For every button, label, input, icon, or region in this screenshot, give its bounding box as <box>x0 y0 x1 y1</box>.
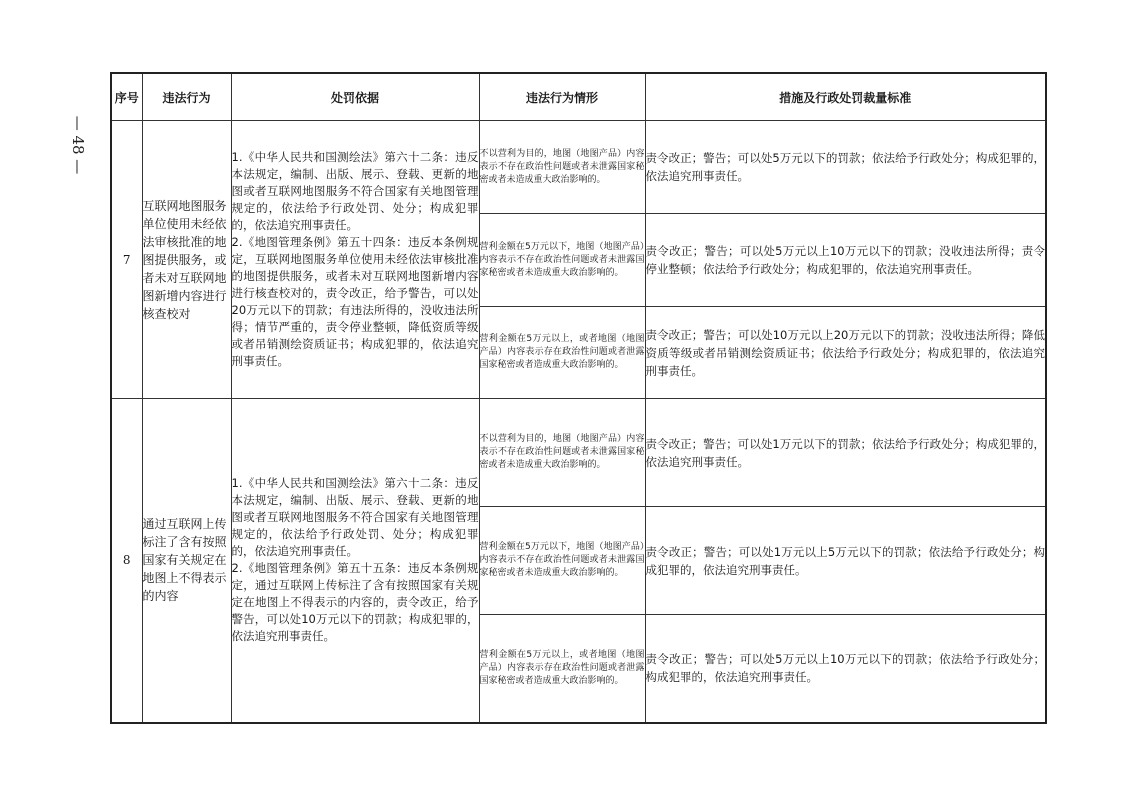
penalty-standards-table <box>110 72 1047 724</box>
measure-cell: 责令改正；警告；可以处5万元以上10万元以下的罚款；依法给予行政处分；构成犯罪的，依法追究刑事责任。 <box>645 615 1046 723</box>
header-measure: 措施及行政处罚裁量标准 <box>645 73 1046 121</box>
row-act: 互联网地图服务单位使用未经依法审核批准的地图提供服务，或者未对互联网地图新增内容进行核查校对 <box>142 121 231 399</box>
measure-cell: 责令改正；警告；可以处10万元以上20万元以下的罚款；没收违法所得；降低资质等级或者吊销测绘资质证书；依法给予行政处分；构成犯罪的，依法追究刑事责任。 <box>645 307 1046 399</box>
measure-cell: 责令改正；警告；可以处5万元以下的罚款；依法给予行政处分；构成犯罪的，依法追究刑事责任。 <box>645 121 1046 214</box>
measure-cell: 责令改正；警告；可以处5万元以上10万元以下的罚款；没收违法所得；责令停业整顿；依法给予行政处分；构成犯罪的，依法追究刑事责任。 <box>645 214 1046 307</box>
row-basis <box>231 121 479 399</box>
circumstance-cell: 不以营利为目的，地图（地图产品）内容表示不存在政治性问题或者未泄露国家秘密或者未造成重大政治影响的。 <box>479 121 645 214</box>
circumstance-cell: 营利金额在5万元以上，或者地图（地图产品）内容表示存在政治性问题或者泄露国家秘密或者造成重大政治影响的。 <box>479 615 645 723</box>
basis-item-1: 1.《中华人民共和国测绘法》第六十二条：违反本法规定，编制、出版、展示、登载、更新的地图或者互联网地图服务不符合国家有关地图管理规定的，依法给予行政处罚、处分；构成犯罪的，依法追究刑事责任。 <box>231 476 479 559</box>
row-seq: 8 <box>111 399 142 723</box>
table-row <box>111 121 1046 214</box>
header-basis: 处罚依据 <box>231 73 479 121</box>
row-seq: 7 <box>111 121 142 399</box>
table-row <box>111 399 1046 507</box>
measure-cell: 责令改正；警告；可以处1万元以上5万元以下的罚款；依法给予行政处分；构成犯罪的，依法追究刑事责任。 <box>645 507 1046 615</box>
circumstance-cell: 营利金额在5万元以上，或者地图（地图产品）内容表示存在政治性问题或者泄露国家秘密或者造成重大政治影响的。 <box>479 307 645 399</box>
row-basis <box>231 399 479 723</box>
page-number: — 48 — <box>69 115 87 175</box>
table-header-row <box>111 73 1046 121</box>
basis-item-2: 2.《地图管理条例》第五十四条：违反本条例规定，互联网地图服务单位使用未经依法审核批准的地图提供服务，或者未对互联网地图新增内容进行核查校对的，责令改正，给予警告，可以处20万元以下的罚款；有违法所得的，没收违法所得；情节严重的，责令停业整顿，降低资质等级或者吊销测绘资质证书；构成犯罪的，依法追究刑事责任。 <box>231 235 479 368</box>
measure-cell: 责令改正；警告；可以处1万元以下的罚款；依法给予行政处分；构成犯罪的，依法追究刑事责任。 <box>645 399 1046 507</box>
row-act: 通过互联网上传标注了含有按照国家有关规定在地图上不得表示的内容 <box>142 399 231 723</box>
header-seq: 序号 <box>111 73 142 121</box>
circumstance-cell: 营利金额在5万元以下，地图（地图产品）内容表示不存在政治性问题或者未泄露国家秘密或者未造成重大政治影响的。 <box>479 214 645 307</box>
basis-item-1: 1.《中华人民共和国测绘法》第六十二条：违反本法规定，编制、出版、展示、登载、更新的地图或者互联网地图服务不符合国家有关地图管理规定的，依法给予行政处罚、处分；构成犯罪的，依法追究刑事责任。 <box>231 150 479 232</box>
circumstance-cell: 营利金额在5万元以下，地图（地图产品）内容表示不存在政治性问题或者未泄露国家秘密或者未造成重大政治影响的。 <box>479 507 645 615</box>
header-act: 违法行为 <box>142 73 231 121</box>
circumstance-cell: 不以营利为目的，地图（地图产品）内容表示不存在政治性问题或者未泄露国家秘密或者未造成重大政治影响的。 <box>479 399 645 507</box>
basis-item-2: 2.《地图管理条例》第五十五条：违反本条例规定，通过互联网上传标注了含有按照国家有关规定在地图上不得表示的内容的，责令改正，给予警告，可以处10万元以下的罚款；构成犯罪的，依法追究刑事责任。 <box>231 561 479 644</box>
header-circumstance: 违法行为情形 <box>479 73 645 121</box>
